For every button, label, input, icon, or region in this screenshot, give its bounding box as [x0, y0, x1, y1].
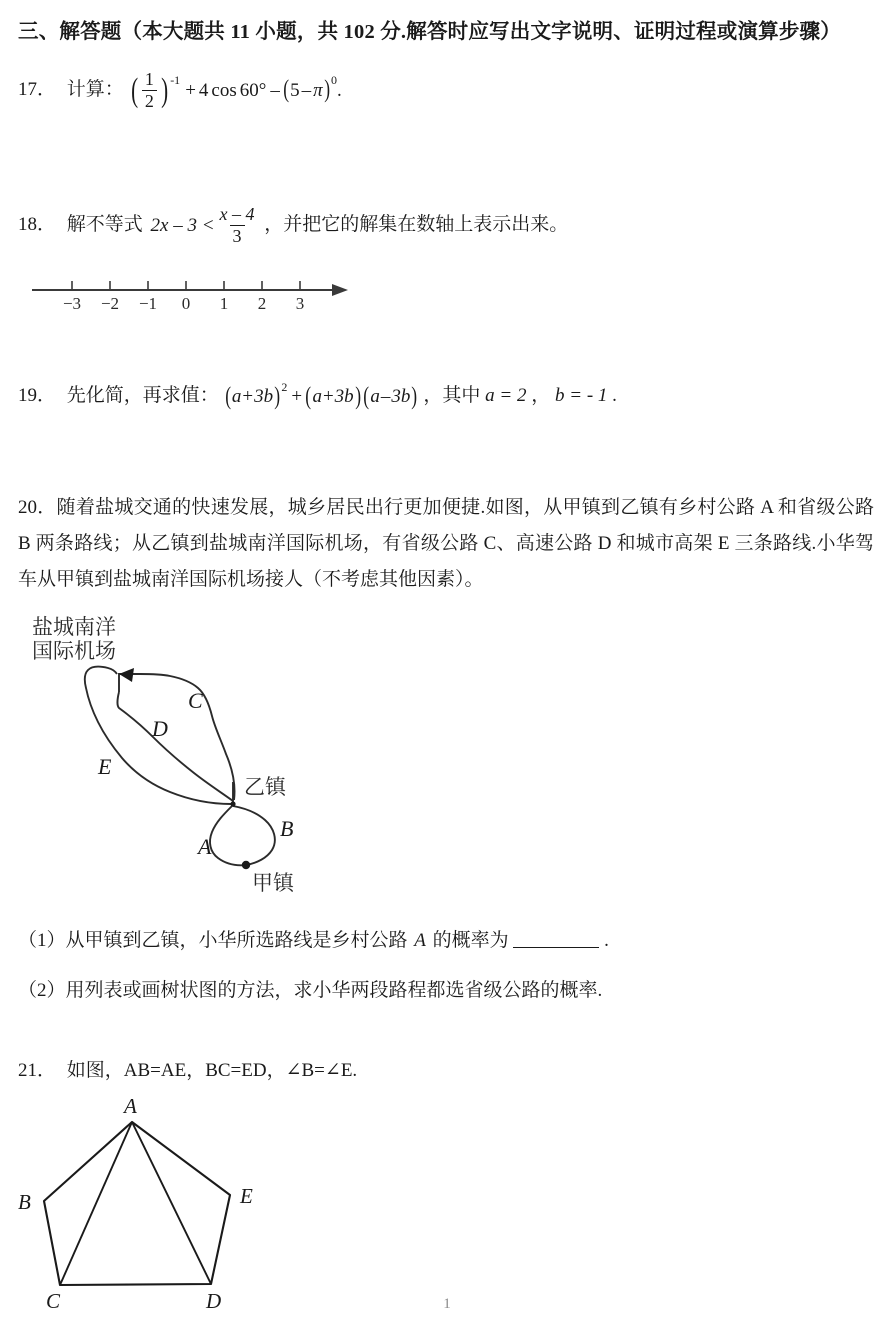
left-paren-1: (: [130, 71, 138, 109]
number-line-label: −1: [138, 294, 158, 313]
question-20-text: 随着盐城交通的快速发展，城乡居民出行更加便捷.如图，从甲镇到乙镇有乡村公路 A 和省级公路 B 两条路线；从乙镇到盐城南洋国际机场，有省级公路 C、高速公路 D 和城市高架 E 三条路线.小华驾车从甲镇到盐城南洋国际机场接人（不考虑其他因素）。: [18, 497, 874, 590]
page-number: 1: [443, 1296, 451, 1312]
left-paren-b: (: [305, 382, 312, 410]
question-19-where: ，其中: [423, 385, 481, 406]
period-19: .: [612, 385, 617, 406]
section-header: 三、解答题（本大题共 11 小题，共 102 分.解答时应写出文字说明、证明过程或演算步骤）: [18, 21, 841, 43]
right-paren-2: ): [323, 76, 330, 104]
fraction-denominator-18: 3: [230, 225, 245, 246]
op-plus-1: +: [242, 385, 254, 407]
airport-arrowhead: [119, 668, 134, 682]
number-line-label: 0: [181, 294, 191, 313]
question-19-prompt: 先化简，再求值：: [66, 385, 219, 406]
left-paren-2: (: [283, 76, 289, 104]
term-3b-3: 3b: [391, 385, 411, 407]
airport-label-line2: 国际机场: [32, 639, 116, 663]
route-label-b: B: [280, 816, 294, 841]
number-line-label: −2: [100, 294, 120, 313]
sub1-period: .: [604, 930, 609, 951]
inner-minus: –: [301, 79, 312, 101]
vertex-label-a: A: [124, 1095, 137, 1118]
pentagon-outline: [44, 1122, 230, 1285]
number-line-figure: [26, 272, 366, 328]
question-21: [18, 1055, 357, 1086]
question-20-sub2: [18, 975, 602, 1006]
question-17-formula: [129, 70, 342, 111]
vertex-label-b: B: [18, 1190, 31, 1214]
town-yi-label: 乙镇: [244, 775, 286, 799]
number-line-label: 2: [257, 294, 267, 313]
question-18-prompt-a: 解不等式: [66, 213, 143, 235]
question-18-prompt-b: ，并把它的解集在数轴上表示出来。: [264, 213, 569, 235]
plus-operator: +: [185, 79, 196, 101]
term-a-1: a: [231, 385, 242, 407]
comma-19: ，: [531, 385, 551, 406]
op-plus-2: +: [322, 385, 334, 407]
town-jia-dot: [242, 861, 250, 869]
road-map-svg: [22, 612, 352, 902]
question-19-number: 19．: [18, 385, 57, 406]
question-20-body: [18, 490, 874, 598]
route-label-c: C: [188, 688, 203, 713]
question-20-sub1: [18, 925, 609, 956]
inner-five: 5: [290, 79, 300, 101]
exponent-minus-one: -1: [170, 73, 181, 88]
road-map-figure: [22, 612, 352, 907]
right-paren-a: ): [274, 382, 281, 410]
route-label-e: E: [98, 754, 112, 779]
value-b: b = - 1: [555, 385, 608, 406]
left-paren-c: (: [363, 382, 370, 410]
fraction-numerator-18: x – 4: [219, 204, 255, 224]
left-paren-a: (: [224, 382, 231, 410]
question-20-number: 20．: [18, 497, 57, 518]
number-line-label: 3: [295, 294, 305, 313]
question-19-expression: [224, 381, 419, 412]
number-line-arrowhead: [332, 284, 348, 296]
question-17-prompt: 计算：: [66, 78, 124, 100]
sub1-prefix: （1）从甲镇到乙镇，小华所选路线是乡村公路: [18, 930, 408, 951]
route-d-path: [118, 692, 234, 801]
question-21-text: 如图，AB=AE，BC=ED，∠B=∠E.: [66, 1060, 358, 1081]
answer-blank[interactable]: [513, 930, 599, 948]
fraction-one-half: [142, 70, 157, 111]
diagonal-ad: [132, 1122, 211, 1284]
sub2-text: （2）用列表或画树状图的方法，求小华两段路程都选省级公路的概率.: [18, 980, 603, 1001]
diagonal-ac: [60, 1122, 132, 1285]
town-yi-dot: [230, 801, 235, 806]
number-line-label: −3: [62, 294, 82, 313]
question-17-number: 17．: [18, 78, 57, 100]
cos-function: cos: [211, 79, 237, 101]
vertex-label-d: D: [206, 1289, 222, 1310]
number-line-label: 1: [219, 294, 229, 313]
exponent-two: 2: [281, 379, 288, 394]
term-3b-1: 3b: [254, 385, 274, 407]
route-label-a: A: [198, 834, 212, 859]
minus-operator: –: [270, 79, 280, 101]
coefficient-four: 4: [198, 79, 209, 101]
sub1-variable: A: [414, 930, 426, 951]
pentagon-figure: [8, 1095, 288, 1315]
fraction-denominator: 2: [142, 90, 157, 111]
term-3b-2: 3b: [334, 385, 354, 407]
route-a-path: [210, 806, 246, 865]
fraction-x-minus-4-over-3: [217, 205, 258, 246]
right-paren-b: ): [354, 382, 361, 410]
fraction-numerator: 1: [144, 69, 154, 89]
question-21-number: 21．: [18, 1060, 57, 1081]
route-b-path: [233, 806, 275, 865]
right-paren-c: ): [411, 382, 418, 410]
exponent-zero: 0: [331, 73, 338, 88]
sub1-suffix: 的概率为: [432, 930, 509, 951]
pentagon-svg: [8, 1095, 288, 1310]
right-paren-1: ): [161, 71, 169, 109]
op-plus-middle: +: [291, 385, 303, 407]
route-label-d: D: [152, 716, 168, 741]
question-18: [18, 205, 568, 246]
value-a: a = 2: [485, 385, 527, 406]
question-19: [18, 380, 617, 412]
question-18-number: 18．: [18, 213, 57, 235]
question-18-inequality: [148, 205, 260, 246]
inequality-lhs: 2x – 3 <: [150, 214, 215, 236]
pi-symbol: π: [313, 79, 323, 101]
airport-label-line1: 盐城南洋: [32, 615, 116, 639]
question-17: [18, 70, 342, 111]
period-17: .: [337, 79, 342, 101]
vertex-label-c: C: [46, 1289, 61, 1310]
term-a-3: a: [370, 385, 380, 407]
angle-sixty: 60°: [239, 79, 267, 101]
term-a-2: a: [312, 385, 322, 407]
town-jia-label: 甲镇: [252, 871, 294, 895]
op-minus-3: –: [380, 385, 391, 407]
vertex-label-e: E: [240, 1184, 253, 1208]
